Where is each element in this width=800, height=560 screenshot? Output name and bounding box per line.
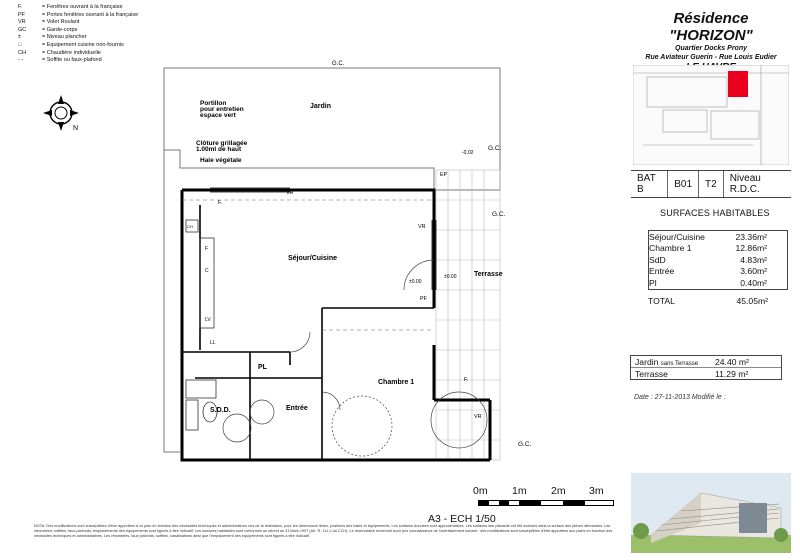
surface-label: Séjour/Cuisine	[649, 231, 705, 242]
legend-code: ±	[18, 34, 22, 41]
portillon-2: pour entretien	[200, 106, 244, 113]
notes: NOTA: Des modifications sont susceptibles d'être apportées à ce plan en fonction des nécessités techniques et administratives lors de la réalisation, pour les dimensions libres, positions des baies et équipements. Les surfaces données sont approximatives. Les surfaces des placards ont été incluses dans la surface des pièces attenantes. Les retombées, soffites, faux-plafonds, emplacements des équipements sont figurés à titre indicatif. Les surfaces habitables sont conformes au décret du 23 Mars 1997 (Art. R. 111-2 du CCH). Le réservataire reconnaît avoir pris connaissance de l'avertissement suivant : des modifications sont susceptibles d'être apportées aux plans en fonction des nécessités techniques et administratives. Les retombées, faux plafonds, soffites, canalisations ainsi que l'emplacement des équipements sont figurés à titre indicatif.	[34, 524, 613, 539]
gc-right-1: G.C.	[488, 145, 502, 152]
street: Rue Aviateur Guerin - Rue Louis Eudier	[645, 54, 777, 61]
ep-label: EP	[440, 172, 448, 178]
scale-label: A3 - ECH 1/50	[428, 513, 496, 525]
legend-text: = Equipement cuisine non-fournis	[42, 41, 124, 48]
garden-row	[631, 356, 781, 367]
lv-label: LV	[205, 317, 211, 323]
surface-label: Chambre 1	[649, 243, 692, 254]
legend-code: PF	[18, 11, 26, 18]
lot-level: Niveau R.D.C.	[729, 173, 761, 195]
legend-code: CH	[18, 49, 26, 56]
scale-1m: 1m	[512, 485, 527, 497]
cloture-2: 1.00ml de haut	[196, 146, 242, 153]
surface-label: SdD	[649, 254, 666, 265]
legend-code: F.	[18, 4, 23, 10]
exterior-table	[630, 355, 782, 380]
terrace-label-ext: Terrasse	[635, 368, 668, 379]
legend-code: - -	[18, 57, 24, 64]
date-line: Date : 27-11-2013 Modifié le :	[634, 394, 726, 401]
garden-value: 24.40 m²	[715, 356, 749, 367]
gc-top: G.C.	[332, 61, 345, 67]
legend-code: VR	[18, 19, 26, 26]
legend-text: = Portes fenêtres ouvrant à la française	[42, 11, 139, 18]
surface-value: 0.40m²	[740, 277, 767, 288]
total-value: 45.05m²	[736, 296, 768, 307]
scale-3m: 3m	[589, 485, 604, 497]
garden-label: Jardin	[310, 103, 332, 110]
f-top: F.	[218, 200, 223, 206]
surface-value: 23.36m²	[735, 231, 767, 242]
legend-code: □	[18, 41, 22, 48]
total-label: TOTAL	[648, 296, 675, 307]
pf-label: PF	[420, 296, 428, 302]
legend-text: = Niveau plancher	[42, 34, 87, 41]
legend-text: = Volet Roulant	[42, 19, 80, 26]
legend-text: = Chaudière individuelle	[42, 49, 101, 56]
garden-label-ext: Jardin	[635, 356, 659, 367]
level-terrace: ±0.00	[444, 274, 457, 280]
total-row	[648, 296, 788, 308]
lot-number: B01	[668, 171, 699, 197]
legend-text: = Garde-corps	[42, 26, 78, 33]
gc-right-2: G.C.	[492, 211, 506, 218]
chambre-label: Chambre 1	[378, 379, 415, 386]
legend-text: = Soffite ou faux-plafond	[42, 57, 102, 64]
gc-right-3: G.C.	[518, 441, 532, 448]
surface-label: Pl	[649, 277, 657, 288]
surface-row	[649, 266, 787, 278]
vr-right: VR	[418, 224, 426, 230]
terrasse-label: Terrasse	[474, 271, 503, 278]
surface-value: 12.86m²	[735, 243, 767, 254]
scale-bar	[478, 500, 614, 506]
fcode-label: F	[205, 246, 209, 252]
building-rendering	[631, 473, 791, 553]
portillon-1: Portillon	[200, 100, 227, 107]
surface-row	[649, 277, 787, 289]
sdd-label: S.D.D.	[210, 407, 231, 414]
lot-info	[631, 170, 791, 198]
scale-0m: 0m	[473, 485, 488, 497]
vr-bottom: VR	[474, 414, 482, 420]
building: BAT B	[631, 171, 668, 197]
district: Quartier Docks Prony	[675, 45, 747, 52]
ll-label: LL	[210, 340, 216, 346]
legend-text: = Fenêtres ouvrant à la française	[42, 4, 123, 10]
surface-row	[649, 231, 787, 243]
sejour-label: Séjour/Cuisine	[288, 255, 338, 262]
level-sejour: ±0.00	[409, 279, 422, 285]
lot-type: T2	[699, 171, 724, 197]
terrace-value: 11.29 m²	[715, 368, 749, 379]
title-block	[633, 10, 789, 73]
surface-value: 3.60m²	[740, 266, 767, 277]
ccode-label: C	[205, 268, 209, 274]
entree-label: Entrée	[286, 405, 308, 412]
svg-text:N: N	[73, 125, 79, 132]
surface-value: 4.83m²	[740, 254, 767, 265]
surfaces-title: SURFACES HABITABLES	[660, 208, 770, 218]
garden-note: sans Terrasse	[660, 360, 699, 367]
cloture-1: Clôture grillagée	[196, 140, 248, 147]
surface-row	[649, 254, 787, 266]
haie-label: Haie végétale	[200, 157, 242, 164]
vr-top: VR	[286, 190, 294, 196]
surfaces-table	[648, 230, 788, 307]
surface-row	[649, 243, 787, 255]
level-m02: -0.02	[462, 150, 474, 156]
portillon-3: espace vert	[200, 112, 236, 119]
residence-title: Résidence "HORIZON"	[669, 10, 753, 44]
ch-label: CH	[187, 224, 193, 229]
pl-label: PL	[258, 364, 267, 371]
scale-2m: 2m	[551, 485, 566, 497]
site-plan	[633, 65, 789, 165]
f-right: F.	[464, 377, 469, 383]
surface-label: Entrée	[649, 266, 675, 277]
terrace-row	[631, 367, 781, 379]
legend-code: GC	[18, 26, 27, 33]
